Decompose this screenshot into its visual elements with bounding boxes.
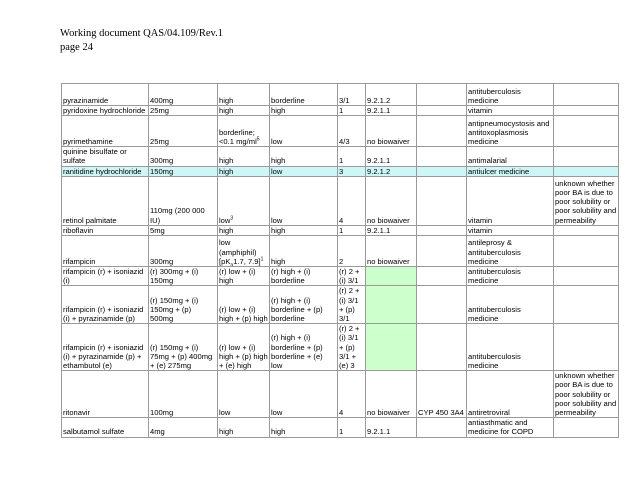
note bbox=[417, 147, 467, 166]
document-id: Working document QAS/04.109/Rev.1 bbox=[60, 28, 223, 39]
bcs-class: 3/1 bbox=[338, 84, 366, 106]
table-row bbox=[62, 84, 619, 106]
solubility: (r) low + (i) high bbox=[218, 267, 270, 286]
medicine-name: rifampicin (r) + isoniazid (i) + pyrazinamide (p) + ethambutol (e) bbox=[62, 324, 149, 371]
solubility: low bbox=[218, 371, 270, 418]
medicine-name: pyrimethamine bbox=[62, 116, 149, 147]
permeability: low bbox=[270, 176, 338, 225]
dose: 100mg bbox=[149, 371, 218, 418]
medicine-name: ranitidine hydrochloride bbox=[62, 166, 149, 176]
bcs-class: 4 bbox=[338, 176, 366, 225]
therapeutic-use: antipneumocystosis and antitoxoplasmosis medicine bbox=[467, 116, 554, 147]
dose: 4mg bbox=[149, 418, 218, 437]
therapeutic-use: antituberculosis medicine bbox=[467, 324, 554, 371]
comment: unknown whether poor BA is due to poor solubility or poor solubility and permeability bbox=[554, 371, 619, 418]
bcs-class: 1 bbox=[338, 225, 366, 235]
dose: 300mg bbox=[149, 236, 218, 267]
comment bbox=[554, 236, 619, 267]
permeability: (r) high + (i) borderline + (p) borderline + (e) low bbox=[270, 324, 338, 371]
permeability: high bbox=[270, 147, 338, 166]
section-ref bbox=[366, 324, 417, 371]
medicine-name: ritonavir bbox=[62, 371, 149, 418]
table-row bbox=[62, 176, 619, 225]
therapeutic-use: antileprosy & antituberculosis medicine bbox=[467, 236, 554, 267]
therapeutic-use: antiulcer medicine bbox=[467, 166, 554, 176]
section-ref: 9.2.1.1 bbox=[366, 225, 417, 235]
dose: (r) 150mg + (i) 150mg + (p) 500mg bbox=[149, 286, 218, 324]
solubility: (r) low + (i) high + (p) high bbox=[218, 286, 270, 324]
section-ref: 9.2.1.1 bbox=[366, 418, 417, 437]
therapeutic-use: vitamin bbox=[467, 106, 554, 116]
medicine-name: pyridoxine hydrochloride bbox=[62, 106, 149, 116]
comment bbox=[554, 166, 619, 176]
dose: (r) 150mg + (i) 75mg + (p) 400mg + (e) 275mg bbox=[149, 324, 218, 371]
table-row bbox=[62, 418, 619, 437]
table-row bbox=[62, 147, 619, 166]
comment bbox=[554, 418, 619, 437]
comment bbox=[554, 267, 619, 286]
medicines-table bbox=[61, 83, 619, 438]
table-row bbox=[62, 371, 619, 418]
note bbox=[417, 106, 467, 116]
page-number: page 24 bbox=[60, 42, 93, 53]
medicine-name: rifampicin (r) + isoniazid (i) + pyrazinamide (p) bbox=[62, 286, 149, 324]
note bbox=[417, 418, 467, 437]
note bbox=[417, 176, 467, 225]
note bbox=[417, 267, 467, 286]
bcs-class: (r) 2 + (i) 3/1 + (p) 3/1 bbox=[338, 286, 366, 324]
solubility: high bbox=[218, 225, 270, 235]
comment bbox=[554, 84, 619, 106]
dose: 400mg bbox=[149, 84, 218, 106]
solubility: low$^3$ bbox=[218, 176, 270, 225]
bcs-class: 2 bbox=[338, 236, 366, 267]
solubility: high bbox=[218, 166, 270, 176]
comment bbox=[554, 324, 619, 371]
comment bbox=[554, 106, 619, 116]
note bbox=[417, 116, 467, 147]
table-row bbox=[62, 236, 619, 267]
bcs-class: 1 bbox=[338, 147, 366, 166]
bcs-class: 3 bbox=[338, 166, 366, 176]
permeability: high bbox=[270, 106, 338, 116]
therapeutic-use: antimalarial bbox=[467, 147, 554, 166]
therapeutic-use: antituberculosis medicine bbox=[467, 84, 554, 106]
medicine-name: retinol palmitate bbox=[62, 176, 149, 225]
note bbox=[417, 225, 467, 235]
therapeutic-use: antiasthmatic and medicine for COPD bbox=[467, 418, 554, 437]
therapeutic-use: antiretroviral bbox=[467, 371, 554, 418]
permeability: high bbox=[270, 236, 338, 267]
dose: 300mg bbox=[149, 147, 218, 166]
note bbox=[417, 324, 467, 371]
bcs-class: 1 bbox=[338, 106, 366, 116]
note bbox=[417, 236, 467, 267]
solubility: borderline; <0.1 $mg/ml^5$ bbox=[218, 116, 270, 147]
section-ref: no biowaiver bbox=[366, 176, 417, 225]
dose: 25mg bbox=[149, 116, 218, 147]
solubility: high bbox=[218, 84, 270, 106]
permeability: low bbox=[270, 116, 338, 147]
therapeutic-use: vitamin bbox=[467, 225, 554, 235]
permeability: high bbox=[270, 418, 338, 437]
section-ref: no biowaiver bbox=[366, 116, 417, 147]
solubility: high bbox=[218, 106, 270, 116]
medicine-name: rifampicin (r) + isoniazid (i) bbox=[62, 267, 149, 286]
comment: unknown whether poor BA is due to poor solubility or poor solubility and permeability bbox=[554, 176, 619, 225]
bcs-class: (r) 2 + (i) 3/1 bbox=[338, 267, 366, 286]
medicine-name: pyrazinamide bbox=[62, 84, 149, 106]
comment bbox=[554, 116, 619, 147]
therapeutic-use: vitamin bbox=[467, 176, 554, 225]
dose: 110mg (200 000 IU) bbox=[149, 176, 218, 225]
bcs-class: 4 bbox=[338, 371, 366, 418]
section-ref bbox=[366, 267, 417, 286]
section-ref: 9.2.1.2 bbox=[366, 84, 417, 106]
table-row bbox=[62, 286, 619, 324]
comment bbox=[554, 286, 619, 324]
note: CYP 450 3A4 bbox=[417, 371, 467, 418]
dose: 150mg bbox=[149, 166, 218, 176]
permeability: borderline bbox=[270, 84, 338, 106]
solubility: high bbox=[218, 147, 270, 166]
permeability: low bbox=[270, 371, 338, 418]
therapeutic-use: antituberculosis medicine bbox=[467, 286, 554, 324]
section-ref: no biowaiver bbox=[366, 236, 417, 267]
note bbox=[417, 166, 467, 176]
bcs-class: 1 bbox=[338, 418, 366, 437]
note bbox=[417, 84, 467, 106]
solubility: high bbox=[218, 418, 270, 437]
table-row bbox=[62, 267, 619, 286]
document-header bbox=[60, 27, 223, 55]
section-ref: 9.2.1.2 bbox=[366, 166, 417, 176]
solubility: (r) low + (i) high + (p) high + (e) high bbox=[218, 324, 270, 371]
therapeutic-use: antituberculosis medicine bbox=[467, 267, 554, 286]
table-row bbox=[62, 116, 619, 147]
comment bbox=[554, 147, 619, 166]
permeability: low bbox=[270, 166, 338, 176]
medicine-name: riboflavin bbox=[62, 225, 149, 235]
dose: 25mg bbox=[149, 106, 218, 116]
section-ref: 9.2.1.1 bbox=[366, 147, 417, 166]
permeability: (r) high + (i) borderline + (p) borderline bbox=[270, 286, 338, 324]
permeability: high bbox=[270, 225, 338, 235]
permeability: (r) high + (i) borderline bbox=[270, 267, 338, 286]
medicine-name: salbutamol sulfate bbox=[62, 418, 149, 437]
dose: (r) 300mg + (i) 150mg bbox=[149, 267, 218, 286]
dose: 5mg bbox=[149, 225, 218, 235]
medicine-name: quinine bisulfate or sulfate bbox=[62, 147, 149, 166]
bcs-class: (r) 2 + (i) 3/1 + (p) 3/1 + (e) 3 bbox=[338, 324, 366, 371]
section-ref: 9.2.1.1 bbox=[366, 106, 417, 116]
medicine-name: rifampicin bbox=[62, 236, 149, 267]
comment bbox=[554, 225, 619, 235]
bcs-class: 4/3 bbox=[338, 116, 366, 147]
table-row bbox=[62, 225, 619, 235]
table-row bbox=[62, 106, 619, 116]
section-ref: no biowaiver bbox=[366, 371, 417, 418]
section-ref bbox=[366, 286, 417, 324]
table-row-highlighted bbox=[62, 166, 619, 176]
table-row bbox=[62, 324, 619, 371]
note bbox=[417, 286, 467, 324]
solubility: low (amphiphil) [$pK_a1.7$, 7.9]$^1$ bbox=[218, 236, 270, 267]
